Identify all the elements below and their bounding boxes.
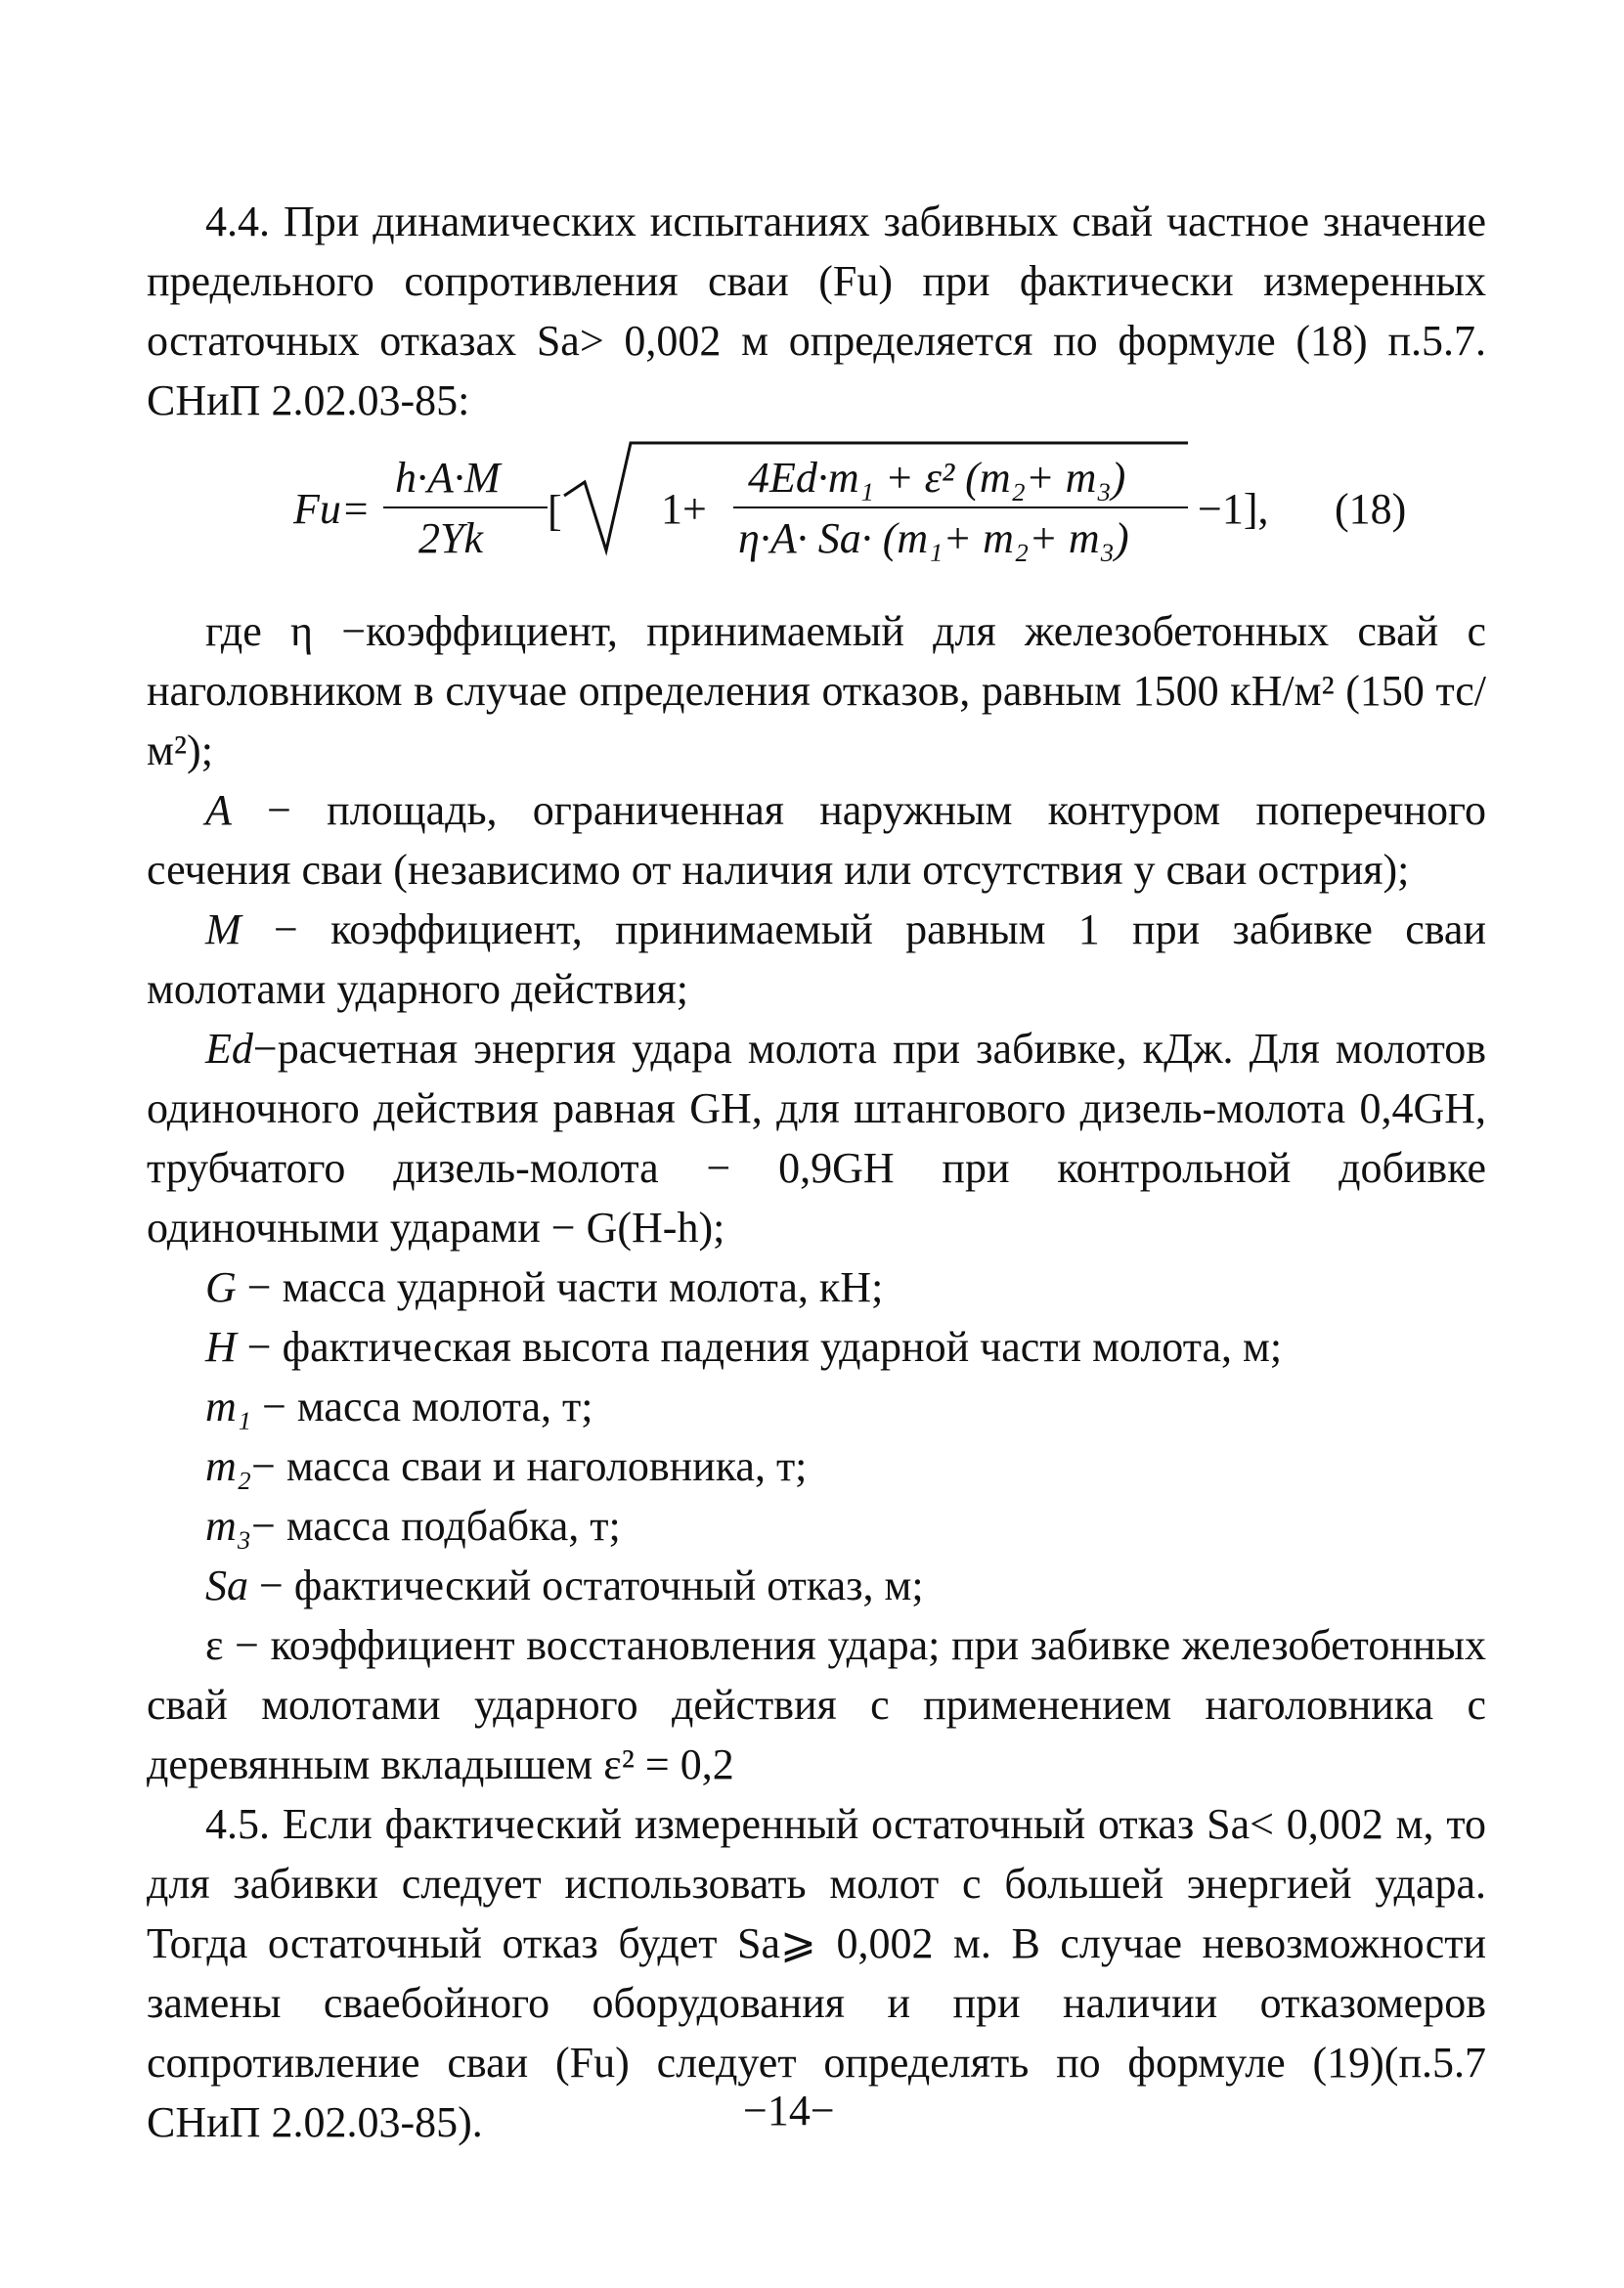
definition-A-text: − площадь, ограниченная наружным контуром поперечного сечения сваи (независимо от наличия или отсутствия у сваи острия); <box>147 786 1486 894</box>
formula-number: (18) <box>1335 485 1407 533</box>
definition-m1 <box>147 1377 1486 1436</box>
formula-numerator-1: h·A·M <box>395 454 501 502</box>
page-number: −14− <box>743 2087 835 2134</box>
definition-Sa <box>147 1556 1486 1615</box>
definition-G-text: − масса ударной части молота, кН; <box>236 1263 884 1311</box>
symbol-H: H <box>205 1323 237 1371</box>
definition-H-text: − фактическая высота падения ударной части молота, м; <box>236 1323 1283 1371</box>
definition-M-text: − коэффициент, принимаемый равным 1 при забивке сваи молотами ударного действия; <box>147 905 1486 1013</box>
definition-A <box>147 780 1486 900</box>
formula-open-bracket: [ <box>548 487 562 535</box>
formula-tail: −1], <box>1198 485 1269 533</box>
definition-m3 <box>147 1496 1486 1556</box>
formula-numerator-2: 4Ed·m₁ + ε² (m₂+ m₃) <box>748 454 1126 502</box>
symbol-m3: m₃ <box>205 1502 252 1550</box>
definition-M <box>147 900 1486 1019</box>
definition-m2-text: − масса сваи и наголовника, т; <box>251 1442 808 1490</box>
symbol-A: А <box>205 786 232 834</box>
symbol-M: М <box>205 905 241 953</box>
symbol-Ed: Ed <box>205 1025 253 1073</box>
formula-one-plus: 1+ <box>661 485 707 533</box>
formula-denominator-1: 2Yk <box>418 514 483 562</box>
definition-H <box>147 1317 1486 1377</box>
section-4-4-paragraph: 4.4. При динамических испытаниях забивных свай частное значение предельного сопротивления сваи (Fu) при фактически измеренных остаточных отказах Sa> 0,002 м определяется по формуле (18) п.5.7. СНиП 2.02.03-85: <box>147 198 1486 424</box>
definition-Ed-text: −расчетная энергия удара молота при забивке, кДж. Для молотов одиночного действия равная GH, для штангового дизель-молота 0,4GH, трубчатого дизель-молота − 0,9GH при контрольной добивке одиночными ударами − G(H-h); <box>147 1025 1486 1252</box>
definition-m2 <box>147 1436 1486 1496</box>
symbol-Sa: Sa <box>205 1562 248 1609</box>
symbol-m1: m₁ <box>205 1383 252 1430</box>
symbol-G: G <box>205 1263 237 1311</box>
formula-denominator-2: η·A· Sa· (m₁+ m₂+ m₃) <box>738 514 1129 562</box>
definition-m3-text: − масса подбабка, т; <box>251 1502 621 1550</box>
formula-lhs: Fu= <box>293 485 371 533</box>
definition-G <box>147 1257 1486 1317</box>
definition-epsilon: ε − коэффициент восстановления удара; при забивке железобетонных свай молотами ударного действия с применением наголовника с деревянным вкладышем ε² = 0,2 <box>147 1621 1486 1788</box>
formula-18 <box>274 435 1447 592</box>
definition-Sa-text: − фактический остаточный отказ, м; <box>248 1562 924 1609</box>
definition-m1-text: − масса молота, т; <box>251 1383 593 1430</box>
symbol-m2: m₂ <box>205 1442 252 1490</box>
definition-eta: где η −коэффициент, принимаемый для железобетонных свай с наголовником в случае определения отказов, равным 1500 кН/м² (150 тс/м²); <box>147 607 1486 774</box>
section-4-5-paragraph: 4.5. Если фактический измеренный остаточный отказ Sa< 0,002 м, то для забивки следует использовать молот с большей энергией удара. Тогда остаточный отказ будет Sa⩾ 0,002 м. В случае невозможности замены сваебойного оборудования и при наличии отказомеров сопротивление сваи (Fu) следует определять по формуле (19)(п.5.7 СНиП 2.02.03-85). <box>147 1800 1486 2146</box>
definition-Ed <box>147 1019 1486 1257</box>
